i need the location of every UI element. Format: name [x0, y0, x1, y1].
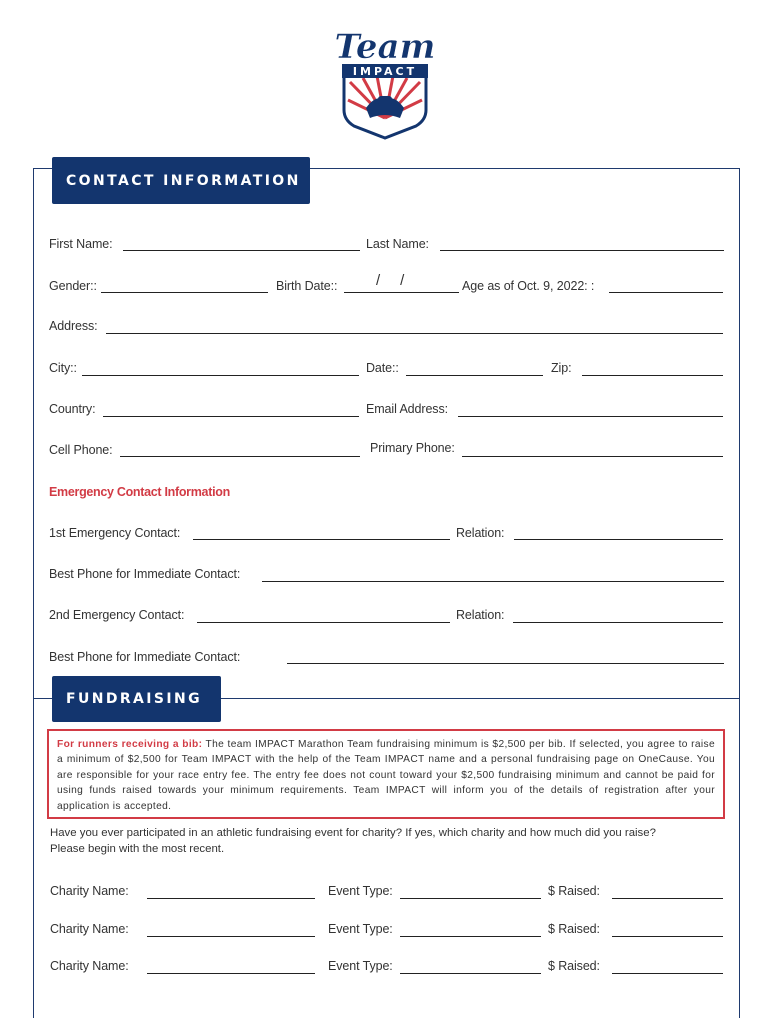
fundraising-question: [50, 826, 730, 857]
country-label: Country:: [49, 402, 96, 416]
first-emergency-contact-label: 1st Emergency Contact:: [49, 526, 181, 540]
relation-label-2: Relation:: [456, 608, 505, 622]
best-phone-field-2[interactable]: [287, 663, 724, 664]
fundraising-frame-top-right: [221, 698, 740, 699]
raised-label: $ Raised:: [548, 959, 600, 973]
team-impact-logo: [330, 20, 440, 140]
zip-field[interactable]: [582, 375, 723, 376]
raised-field[interactable]: [612, 898, 723, 899]
city-label: City::: [49, 361, 77, 375]
relation-field-2[interactable]: [513, 622, 723, 623]
logo-team-text: Team: [334, 27, 436, 67]
fundraising-heading-text: FUNDRAISING: [66, 691, 202, 707]
birth-date-field[interactable]: [344, 292, 459, 293]
best-phone-field-1[interactable]: [262, 581, 724, 582]
raised-label: $ Raised:: [548, 922, 600, 936]
contact-frame-right: [739, 168, 740, 698]
notice-highlight: For runners receiving a bib:: [57, 739, 203, 750]
contact-heading-text: CONTACT INFORMATION: [66, 172, 301, 189]
charity-name-field[interactable]: [147, 936, 315, 937]
birth-date-label: Birth Date::: [276, 279, 338, 293]
contact-information-heading: [52, 157, 310, 204]
raised-field[interactable]: [612, 973, 723, 974]
country-field[interactable]: [103, 416, 359, 417]
charity-name-field[interactable]: [147, 898, 315, 899]
best-phone-label-2: Best Phone for Immediate Contact:: [49, 650, 241, 664]
raised-label: $ Raised:: [548, 884, 600, 898]
address-field[interactable]: [106, 333, 723, 334]
contact-frame-top-right: [310, 168, 740, 169]
event-type-label: Event Type:: [328, 884, 393, 898]
charity-name-label: Charity Name:: [50, 959, 129, 973]
best-phone-label-1: Best Phone for Immediate Contact:: [49, 567, 241, 581]
date-field[interactable]: [406, 375, 543, 376]
primary-phone-label: Primary Phone:: [370, 441, 455, 455]
event-type-label: Event Type:: [328, 959, 393, 973]
event-type-field[interactable]: [400, 936, 541, 937]
event-type-label: Event Type:: [328, 922, 393, 936]
email-field[interactable]: [458, 416, 723, 417]
gender-label: Gender::: [49, 279, 97, 293]
email-label: Email Address:: [366, 402, 448, 416]
second-emergency-contact-field[interactable]: [197, 622, 450, 623]
city-field[interactable]: [82, 375, 359, 376]
logo-impact-text: IMPACT: [352, 65, 418, 78]
second-emergency-contact-label: 2nd Emergency Contact:: [49, 608, 185, 622]
date-label: Date::: [366, 361, 399, 375]
zip-label: Zip:: [551, 361, 572, 375]
event-type-field[interactable]: [400, 898, 541, 899]
charity-name-field[interactable]: [147, 973, 315, 974]
raised-field[interactable]: [612, 936, 723, 937]
age-label: Age as of Oct. 9, 2022: :: [462, 279, 595, 293]
notice-text: The team IMPACT Marathon Team fundraising minimum is $2,500 per bib. If selected, you agree to raise a minimum of $2,500 for Team IMPACT with the help of the Team IMPACT name and a personal fundraising page on OneCause. You are responsible for your race entry fee. The entry fee does not count toward your $2,500 fundraising minimum and cannot be paid for using funds raised towards your minimum requirements. Team IMPACT will inform you of the details of registration after your application is accepted.: [57, 739, 715, 812]
fundraising-frame-right: [739, 698, 740, 1018]
emergency-contact-heading: Emergency Contact Information: [49, 485, 230, 499]
bib-fundraising-notice: [47, 729, 725, 819]
handshake-shield-icon: [330, 20, 440, 140]
question-line-2: Please begin with the most recent.: [50, 842, 225, 855]
address-label: Address:: [49, 319, 98, 333]
fundraising-heading: [52, 676, 221, 722]
charity-name-label: Charity Name:: [50, 922, 129, 936]
contact-frame-top-left: [33, 168, 53, 169]
first-emergency-contact-field[interactable]: [193, 539, 450, 540]
charity-name-label: Charity Name:: [50, 884, 129, 898]
contact-frame-left: [33, 168, 34, 698]
relation-label-1: Relation:: [456, 526, 505, 540]
event-type-field[interactable]: [400, 973, 541, 974]
relation-field-1[interactable]: [514, 539, 723, 540]
first-name-field[interactable]: [123, 250, 360, 251]
cell-phone-field[interactable]: [120, 456, 360, 457]
primary-phone-field[interactable]: [462, 456, 723, 457]
fundraising-frame-left: [33, 698, 34, 1018]
gender-field[interactable]: [101, 292, 268, 293]
birth-date-slashes: / /: [376, 272, 405, 289]
last-name-field[interactable]: [440, 250, 724, 251]
question-line-1: Have you ever participated in an athletic fundraising event for charity? If yes, which charity and how much did you raise?: [50, 827, 656, 839]
age-field[interactable]: [609, 292, 723, 293]
fundraising-frame-top-left: [33, 698, 53, 699]
cell-phone-label: Cell Phone:: [49, 443, 113, 457]
first-name-label: First Name:: [49, 237, 113, 251]
last-name-label: Last Name:: [366, 237, 429, 251]
